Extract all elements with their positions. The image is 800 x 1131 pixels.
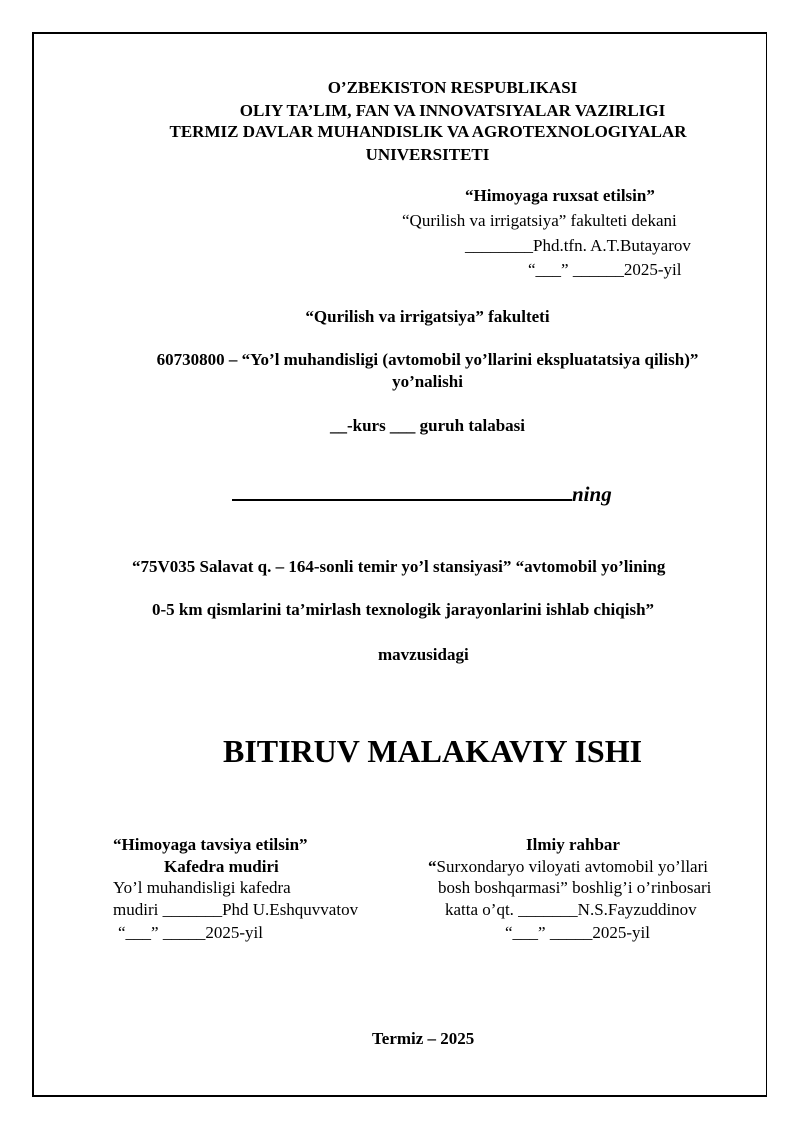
footer-city-year: Termiz – 2025	[372, 1029, 475, 1048]
topic-line3: mavzusidagi	[378, 645, 469, 664]
right-line1-text: Surxondaryo viloyati avtomobil yo’llari	[436, 857, 708, 876]
direction-line2: yo’nalishi	[392, 372, 463, 391]
right-line2: bosh boshqarmasi” boshlig’i o’rinbosari	[438, 878, 712, 897]
approval-date: “___” ______2025-yil	[528, 260, 682, 279]
left-line1: Yo’l muhandisligi kafedra	[113, 878, 291, 897]
right-date: “___” _____2025-yil	[505, 923, 650, 942]
student-name-field	[232, 483, 612, 505]
student-name-blank	[232, 483, 572, 501]
topic-line2: 0-5 km qismlarini ta’mirlash texnologik jarayonlarini ishlab chiqish”	[152, 600, 655, 619]
approval-signature: ________Phd.tfn. A.T.Butayarov	[465, 236, 691, 255]
approval-role: “Qurilish va irrigatsiya” fakulteti dekani	[402, 211, 677, 230]
left-role: Kafedra mudiri	[164, 857, 279, 876]
left-line2: mudiri _______Phd U.Eshquvvatov	[113, 900, 359, 919]
document-title: BITIRUV MALAKAVIY ISHI	[222, 733, 643, 769]
left-heading: “Himoyaga tavsiya etilsin”	[113, 835, 308, 854]
right-line1-quote: “	[428, 857, 437, 876]
header-ministry: OLIY TA’LIM, FAN VA INNOVATSIYALAR VAZIRLIGI	[239, 101, 666, 120]
approval-heading: “Himoyaga ruxsat etilsin”	[465, 186, 655, 205]
right-heading: Ilmiy rahbar	[526, 835, 620, 854]
left-date: “___” _____2025-yil	[118, 923, 263, 942]
topic-line1: “75V035 Salavat q. – 164-sonli temir yo’l stansiyasi” “avtomobil yo’lining	[132, 557, 666, 576]
right-line1	[428, 858, 708, 875]
right-line3: katta o’qt. _______N.S.Fayzuddinov	[445, 900, 697, 919]
header-university: TERMIZ DAVLAR MUHANDISLIK VA AGROTEXNOLOGIYALAR	[169, 122, 687, 141]
direction-line1: 60730800 – “Yo’l muhandisligi (avtomobil yo’llarini ekspluatatsiya qilish)”	[156, 350, 699, 369]
course-group: __-kurs ___ guruh talabasi	[329, 416, 526, 435]
faculty-name: “Qurilish va irrigatsiya” fakulteti	[305, 307, 550, 326]
header-country: O’ZBEKISTON RESPUBLIKASI	[327, 78, 578, 97]
header-university-cont: UNIVERSITETI	[365, 145, 490, 164]
student-suffix: ning	[572, 482, 612, 506]
